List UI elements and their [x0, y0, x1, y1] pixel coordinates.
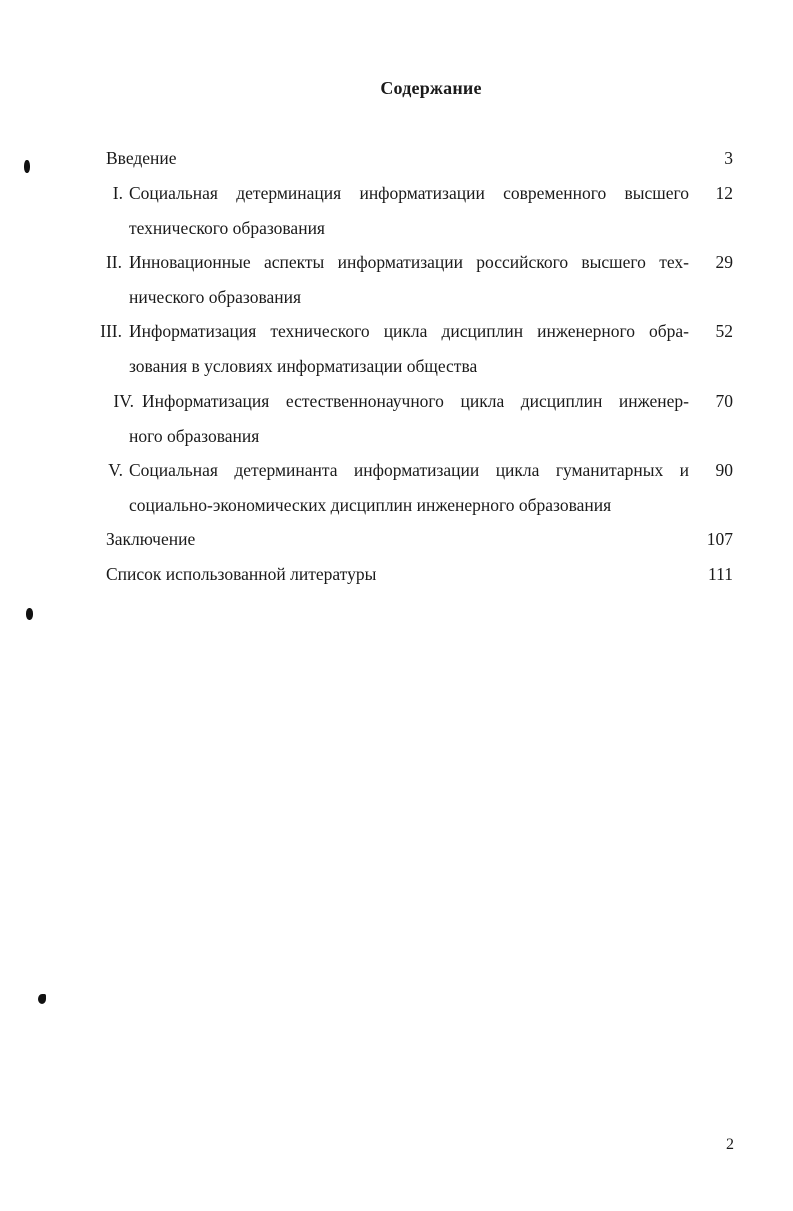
toc-entry-line-1: Информатизация естественнонаучного цикла дисциплин инженер- — [142, 391, 689, 411]
toc-entry-numeral: II. — [105, 252, 122, 272]
page-title: Содержание — [380, 78, 482, 98]
toc-entry-line-1: Социальная детерминанта информатизации цикла гуманитарных и — [129, 460, 689, 480]
scan-speck — [24, 160, 30, 173]
toc-entry-line-1: Инновационные аспекты информатизации российского высшего тех- — [129, 252, 689, 272]
toc-entry-title: Список использованной литературы — [106, 564, 377, 584]
toc-entry-numeral: IV. — [113, 391, 134, 411]
toc-entry-page: 70 — [715, 391, 733, 411]
toc-entry-line-1: Информатизация технического цикла дисциплин инженерного обра- — [129, 321, 689, 341]
toc-entry-title — [129, 245, 689, 314]
toc-entry-page: 3 — [724, 148, 733, 168]
toc-entry-numeral: III. — [100, 321, 122, 341]
toc-entry-title — [129, 384, 689, 453]
toc-entry-line-2: зования в условиях информатизации общества — [129, 355, 478, 376]
toc-entry-numeral: V. — [108, 460, 123, 480]
toc-entry-line-2: ного образования — [129, 425, 260, 446]
toc-entry-page: 111 — [708, 564, 733, 584]
toc-entry-title — [129, 314, 689, 383]
scan-speck — [26, 608, 33, 620]
toc-entry-page: 29 — [715, 252, 733, 272]
toc-entry-title — [129, 453, 689, 522]
page-number: 2 — [726, 1136, 734, 1153]
toc-entry-title — [129, 176, 689, 245]
toc-entry-title: Введение — [106, 148, 177, 168]
toc-entry-page: 12 — [715, 183, 733, 203]
toc-entry-numeral: I. — [112, 183, 123, 203]
scan-speck — [38, 994, 46, 1004]
toc-entry-line-2: нического образования — [129, 286, 302, 307]
toc-entry-title: Заключение — [106, 529, 196, 549]
toc-entry-page: 52 — [715, 321, 733, 341]
toc-entry-page: 90 — [715, 460, 733, 480]
toc-entry-line-1: Социальная детерминация информатизации современного высшего — [129, 183, 689, 203]
toc-entry-page: 107 — [706, 529, 733, 549]
toc-entry-line-2: социально-экономических дисциплин инженерного образования — [129, 494, 612, 515]
toc-entry-line-2: технического образования — [129, 217, 325, 238]
